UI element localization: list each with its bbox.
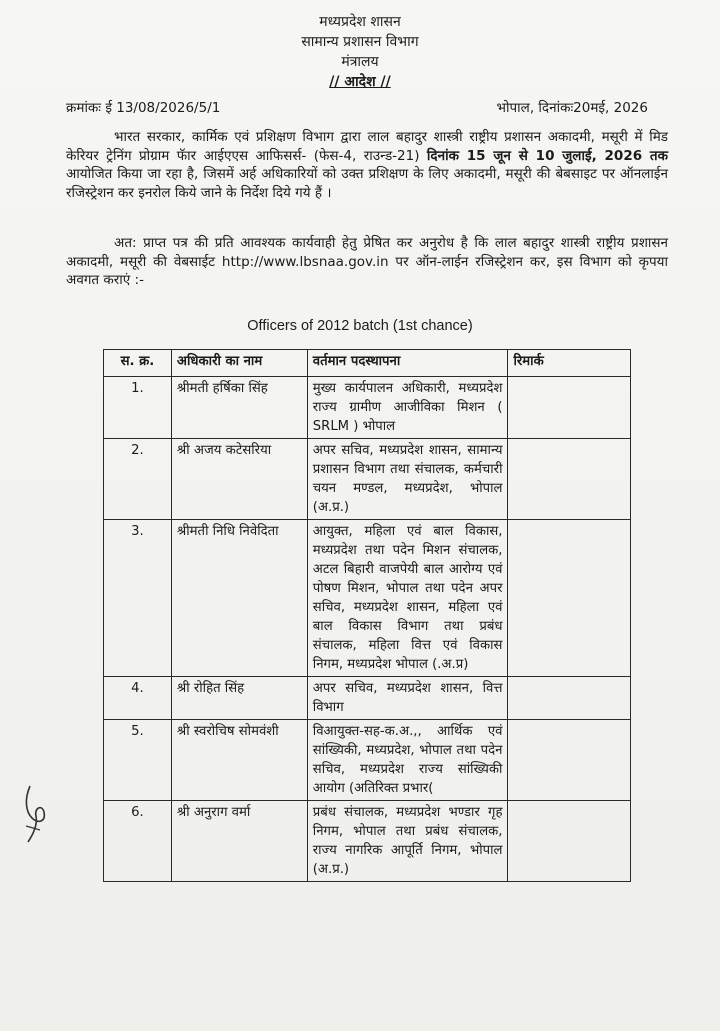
- table-caption: Officers of 2012 batch (1st chance): [247, 318, 473, 334]
- row-serial: 2.: [104, 439, 172, 520]
- row-officer-name: श्री स्वरोचिष सोमवंशी: [171, 720, 307, 801]
- header-remark: रिमार्क: [508, 350, 631, 377]
- row-current-posting: विआयुक्त-सह-क.अ.,, आर्थिक एवं सांख्यिकी, मध्यप्रदेश, भोपाल तथा पदेन सचिव, मध्यप्रदेश राज्य सांख्यिकी आयोग (अतिरिक्त प्रभार(: [307, 720, 508, 801]
- officers-table: [103, 349, 631, 882]
- row-officer-name: श्रीमती निधि निवेदिता: [171, 520, 307, 677]
- row-serial: 4.: [104, 677, 172, 720]
- row-remark: [508, 520, 631, 677]
- header-department: सामान्य प्रशासन विभाग: [301, 34, 419, 50]
- table-row: [104, 801, 631, 882]
- row-officer-name: श्रीमती हर्षिका सिंह: [171, 377, 307, 439]
- row-serial: 6.: [104, 801, 172, 882]
- row-remark: [508, 801, 631, 882]
- row-current-posting: अपर सचिव, मध्यप्रदेश शासन, वित्त विभाग: [307, 677, 508, 720]
- table-row: [104, 677, 631, 720]
- table-row: [104, 720, 631, 801]
- header-secretariat: मंत्रालय: [341, 54, 379, 70]
- paragraph-1-text-b: आयोजित किया जा रहा है, जिसमें अर्ह अधिकारियों को उक्त प्रशिक्षण के लिए अकादमी, मसूरी की बेबसाइट पर ऑनलाईन रजिस्ट्रेशन कर इनरोल किये जाने के निर्देश दिये गये हैं ।: [66, 166, 668, 201]
- paragraph-1: [66, 128, 668, 202]
- header-government: मध्यप्रदेश शासन: [319, 14, 401, 30]
- paragraph-2: अत: प्राप्त पत्र की प्रति आवश्यक कार्यवाही हेतु प्रेषित कर अनुरोध है कि लाल बहादुर शास्त्री राष्ट्रीय प्रशासन अकादमी, मसूरी की वेबसाईट http://www.lbsnaa.gov.in पर ऑन-लाईन रजिस्ट्रेशन कर, इस विभाग को कृपया अवगत कराएं :-: [66, 235, 668, 288]
- row-serial: 1.: [104, 377, 172, 439]
- table-row: [104, 520, 631, 677]
- row-serial: 3.: [104, 520, 172, 677]
- header-officer-name: अधिकारी का नाम: [171, 350, 307, 377]
- row-officer-name: श्री रोहित सिंह: [171, 677, 307, 720]
- row-current-posting: आयुक्त, महिला एवं बाल विकास, मध्यप्रदेश तथा पदेन मिशन संचालक, अटल बिहारी वाजपेयी बाल आरोग्य एवं पोषण मिशन, भोपाल तथा पदेन अपर सचिव, मध्यप्रदेश शासन, महिला एवं बाल विकास विभाग तथा प्रबंध संचालक, महिला वित्त एवं विकास निगम, मध्यप्रदेश भोपाल (.अ.प्र): [307, 520, 508, 677]
- header-current-posting: वर्तमान पदस्थापना: [307, 350, 508, 377]
- place-date: भोपाल, दिनांकः20मई, 2026: [496, 100, 648, 116]
- row-officer-name: श्री अजय कटेसरिया: [171, 439, 307, 520]
- row-current-posting: प्रबंध संचालक, मध्यप्रदेश भण्डार गृह निगम, भोपाल तथा प्रबंध संचालक, राज्य नागरिक आपूर्ति निगम, भोपाल (अ.प्र.): [307, 801, 508, 882]
- row-officer-name: श्री अनुराग वर्मा: [171, 801, 307, 882]
- header-serial: स. क्र.: [104, 350, 172, 377]
- row-remark: [508, 439, 631, 520]
- row-remark: [508, 377, 631, 439]
- table-header-row: [104, 350, 631, 377]
- row-remark: [508, 677, 631, 720]
- reference-number: क्रमांकः ई 13/08/2026/5/1: [66, 100, 221, 116]
- row-current-posting: मुख्य कार्यपालन अधिकारी, मध्यप्रदेश राज्य ग्रामीण आजीविका मिशन ( SRLM ) भोपाल: [307, 377, 508, 439]
- paragraph-1-dates: दिनांक 15 जून से 10 जुलाई, 2026 तक: [426, 147, 668, 164]
- signature-mark: [22, 782, 52, 846]
- row-current-posting: अपर सचिव, मध्यप्रदेश शासन, सामान्य प्रशासन विभाग तथा संचालक, कर्मचारी चयन मण्डल, मध्यप्रदेश, भोपाल (अ.प्र.): [307, 439, 508, 520]
- table-row: [104, 439, 631, 520]
- table-row: [104, 377, 631, 439]
- paragraph-1-text-a: भारत सरकार, कार्मिक एवं प्रशिक्षण विभाग द्वारा लाल बहादुर शास्त्री राष्ट्रीय प्रशासन अकादमी, मसूरी में मिड केरियर ट्रेनिंग प्रोग्राम फॅार आईएएस आफिसर्स- (फेस-4, राउन्ड-21): [66, 129, 668, 164]
- row-serial: 5.: [104, 720, 172, 801]
- header-order-title: // आदेश //: [329, 74, 391, 90]
- row-remark: [508, 720, 631, 801]
